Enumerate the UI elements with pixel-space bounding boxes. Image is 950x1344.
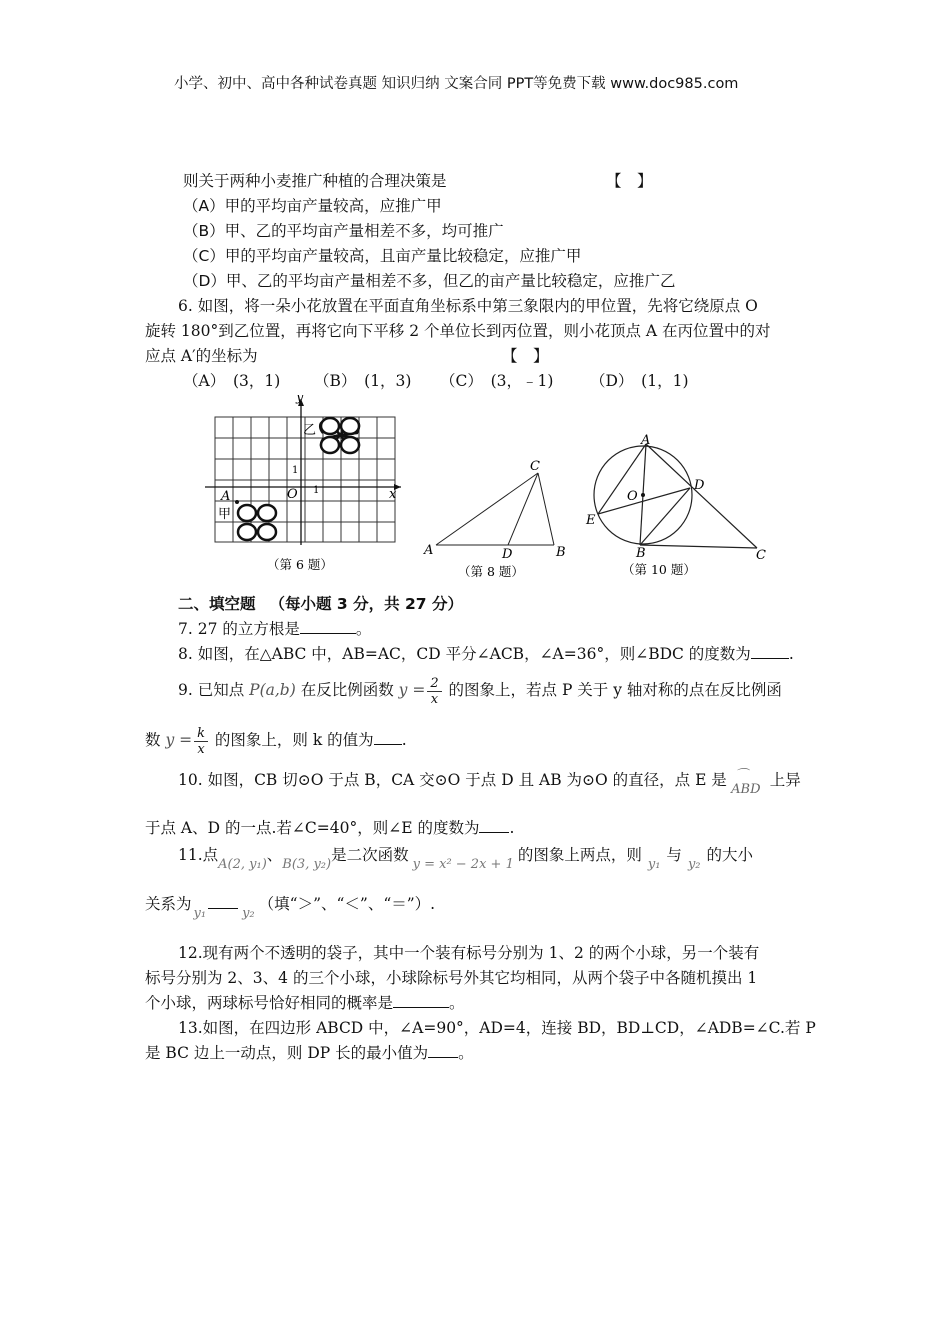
q10-answer-blank[interactable] bbox=[479, 818, 509, 833]
q10-line-1 bbox=[178, 770, 801, 800]
q10-arc-label: ABD bbox=[731, 782, 761, 797]
fig8-point-d: D bbox=[502, 547, 513, 562]
q9-text-e: 的图象上，则 k 的值为 bbox=[210, 731, 374, 749]
q11-text-a: 11.点 bbox=[178, 846, 219, 864]
section-2-title: 二、填空题 bbox=[178, 595, 256, 613]
q9-func2-fraction: $\frac{k}{x}$ bbox=[194, 726, 208, 757]
q5-option-b: （B）甲、乙的平均亩产量相差不多，均可推广 bbox=[183, 222, 504, 240]
fig10-point-c: C bbox=[756, 548, 766, 563]
q6-option-c: （C） (3，﹣1) bbox=[440, 372, 554, 390]
q11-text-g: （填“＞”、“＜”、“＝”）. bbox=[258, 895, 436, 913]
q6-line-2: 旋转 180°到乙位置，再将它向下平移 2 个单位长到丙位置，则小花顶点 A 在丙位置中的对 bbox=[145, 322, 771, 340]
q11-line-1 bbox=[178, 845, 753, 875]
q11-text-f: 关系为 bbox=[145, 895, 192, 913]
q7 bbox=[178, 619, 371, 639]
q6-option-d: （D） (1，1) bbox=[590, 372, 689, 390]
fig6-caption: （第 6 题） bbox=[267, 557, 333, 572]
section-2-note: （每小题 3 分，共 27 分） bbox=[269, 595, 463, 613]
q11-sep: 、 bbox=[266, 846, 283, 864]
q11-answer-blank[interactable] bbox=[208, 894, 238, 909]
q10-end: . bbox=[509, 819, 515, 837]
fig10-point-d: D bbox=[694, 478, 705, 493]
q9-line-2 bbox=[145, 722, 407, 758]
fig6-point-a: A bbox=[221, 489, 231, 504]
q7-answer-blank[interactable] bbox=[300, 619, 356, 634]
q11-text-c: 的图象上两点，则 bbox=[517, 846, 642, 864]
q11-line-2 bbox=[145, 894, 435, 924]
fig6-unit-y: 1 bbox=[292, 465, 299, 476]
q6-line-1: 6. 如图，将一朵小花放置在平面直角坐标系中第三象限内的甲位置，先将它绕原点 O bbox=[178, 297, 758, 315]
q11-y1: y₁ bbox=[647, 857, 661, 872]
q6-option-a: （A） (3，1) bbox=[183, 372, 281, 390]
q13-answer-blank[interactable] bbox=[428, 1043, 458, 1058]
q10-text-c: 于点 A、D 的一点.若∠C=40°，则∠E 的度数为 bbox=[145, 819, 480, 837]
q11-text-d: 与 bbox=[666, 846, 682, 864]
q10-arc bbox=[727, 768, 765, 800]
q11-y2: y₂ bbox=[687, 857, 701, 872]
q12-line-2: 标号分别为 2、3、4 的三个小球，小球除标号外其它均相同，从两个袋子中各随机摸出 1 bbox=[145, 969, 758, 987]
q6-line-3: 应点 A′的坐标为 bbox=[145, 347, 258, 365]
q9-func2-lhs: y = bbox=[165, 731, 193, 749]
flower-yi-icon bbox=[320, 418, 359, 453]
fig8-point-a: A bbox=[424, 543, 434, 558]
q9-text-d: 数 bbox=[145, 731, 166, 749]
q8-end: . bbox=[788, 645, 794, 663]
q11-text-b: 是二次函数 bbox=[331, 846, 409, 864]
q9-point: P(a,b) bbox=[249, 681, 296, 699]
figure-8-triangle bbox=[420, 455, 580, 585]
q9-answer-blank[interactable] bbox=[374, 730, 402, 745]
q11-function: y = x² − 2x + 1 bbox=[412, 857, 514, 872]
q13-end: 。 bbox=[458, 1044, 474, 1062]
fig6-y-label: y bbox=[296, 395, 304, 405]
q12-text: 个小球，两球标号恰好相同的概率是 bbox=[145, 994, 394, 1012]
figure-6-grid bbox=[205, 395, 405, 580]
section-2-heading bbox=[178, 594, 463, 614]
q6-answer-bracket: 【 】 bbox=[502, 347, 549, 365]
fig6-x-label: x bbox=[389, 487, 397, 502]
q8-text: 8. 如图，在△ABC 中，AB=AC，CD 平分∠ACB，∠A=36°，则∠BDC 的度数为 bbox=[178, 645, 751, 663]
q5-option-c: （C）甲的平均亩产量较高，且亩产量比较稳定，应推广甲 bbox=[183, 247, 582, 265]
q13-line-2 bbox=[145, 1043, 474, 1063]
q9-end: . bbox=[401, 731, 407, 749]
q9-text-b: 在反比例函数 bbox=[295, 681, 399, 699]
q12-end: 。 bbox=[449, 994, 465, 1012]
q7-end: 。 bbox=[355, 620, 372, 638]
fig10-caption: （第 10 题） bbox=[622, 562, 696, 577]
q10-text-b: 上异 bbox=[764, 771, 801, 789]
q6-option-b: （B） (1，3) bbox=[314, 372, 412, 390]
q13-line-1: 13.如图，在四边形 ABCD 中，∠A=90°，AD=4，连接 BD，BD⊥CD，∠ADB=∠C.若 P bbox=[178, 1019, 816, 1037]
q9-func1-lhs: y = bbox=[398, 681, 426, 699]
q11-y1-repeat: y₁ bbox=[193, 906, 207, 921]
q9-line-1 bbox=[178, 672, 782, 708]
q12-answer-blank[interactable] bbox=[393, 993, 449, 1008]
q7-text: 7. 27 的立方根是 bbox=[178, 620, 300, 638]
q8-answer-blank[interactable] bbox=[751, 644, 789, 659]
q5-option-a: （A）甲的平均亩产量较高，应推广甲 bbox=[183, 197, 442, 215]
q9-text-a: 9. 已知点 bbox=[178, 681, 250, 699]
q5-stem: 则关于两种小麦推广种植的合理决策是 bbox=[183, 172, 447, 190]
fig6-jia-label: 甲 bbox=[218, 507, 232, 522]
fig8-caption: （第 8 题） bbox=[458, 564, 524, 579]
fig10-point-b: B bbox=[636, 546, 646, 561]
fig8-point-c: C bbox=[530, 459, 540, 474]
fig6-origin-label: O bbox=[287, 487, 298, 502]
figure-10-circle bbox=[580, 428, 780, 583]
q9-func1-fraction: $\frac{2}{x}$ bbox=[427, 676, 441, 707]
q11-point-b: B(3, y₂) bbox=[282, 857, 332, 872]
q5-option-d: （D）甲、乙的平均亩产量相差不多，但乙的亩产量比较稳定，应推广乙 bbox=[183, 272, 676, 290]
q13-text: 是 BC 边上一动点，则 DP 长的最小值为 bbox=[145, 1044, 429, 1062]
fig10-point-e: E bbox=[586, 513, 596, 528]
q5-answer-bracket: 【 】 bbox=[606, 172, 653, 190]
q11-text-e: 的大小 bbox=[706, 846, 754, 864]
fig6-unit-x: 1 bbox=[313, 485, 320, 496]
q11-y2-repeat: y₂ bbox=[242, 906, 255, 921]
page-header: 小学、初中、高中各种试卷真题 知识归纳 文案合同 PPT等免费下载 www.doc985.com bbox=[174, 76, 739, 92]
q12-line-1: 12.现有两个不透明的袋子，其中一个装有标号分别为 1、2 的两个小球，另一个装有 bbox=[178, 944, 760, 962]
q10-text-a: 10. 如图，CB 切⊙O 于点 B，CA 交⊙O 于点 D 且 AB 为⊙O 的直径，点 E 是 bbox=[178, 771, 727, 789]
q10-arc-mark: ⌒ bbox=[734, 768, 748, 783]
fig8-point-b: B bbox=[556, 545, 566, 560]
q11-point-a: A(2, y₁) bbox=[218, 857, 267, 872]
q9-text-c: 的图象上，若点 P 关于 y 轴对称的点在反比例函 bbox=[443, 681, 782, 699]
q10-line-2 bbox=[145, 818, 514, 838]
fig10-point-a: A bbox=[641, 433, 651, 448]
q12-line-3 bbox=[145, 993, 465, 1013]
fig6-yi-label: 乙 bbox=[303, 423, 317, 438]
fig10-point-o: O bbox=[627, 489, 638, 504]
q8 bbox=[178, 644, 794, 664]
